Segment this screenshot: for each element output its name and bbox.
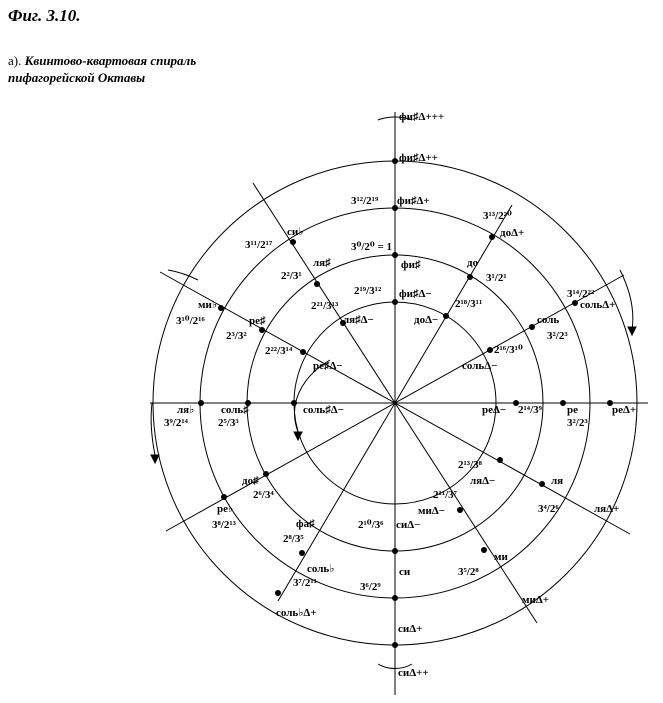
note-label-c-flat: си♭: [287, 226, 304, 238]
node: [481, 547, 487, 553]
note-label-fism: фи♯Δ−: [399, 288, 432, 300]
note-label-r8-13: 3⁸/2¹³: [212, 519, 236, 531]
node: [487, 347, 493, 353]
note-label-si-m: сиΔ−: [396, 519, 421, 531]
note-label-r11-7: 2¹¹/3⁷: [433, 489, 457, 501]
note-label-r0: 3⁰/2⁰ = 1: [351, 241, 392, 253]
note-label-r3-2b: 3²/2³: [567, 417, 588, 429]
note-label-si: си: [399, 566, 411, 578]
node: [300, 349, 306, 355]
note-label-re: ре: [567, 404, 578, 416]
caption-line-2: пифагорейской Октавы: [8, 70, 146, 85]
note-label-r6-4: 2⁶/3⁴: [253, 489, 274, 501]
note-label-sol-flat: соль♭: [307, 563, 335, 575]
spiral-right-hook: [620, 270, 633, 330]
note-label-fisp: фи♯Δ+: [397, 195, 430, 207]
note-label-r18-11: 2¹⁸/3¹¹: [455, 298, 483, 310]
note-label-r8-5: 2⁸/3⁵: [283, 533, 304, 545]
note-label-r2-3: 2²/3¹: [281, 270, 302, 282]
note-label-fa-sharp: фа♯: [296, 518, 315, 530]
note-label-re-sharp-m: ре♯Δ−: [313, 360, 343, 372]
note-label-la-flat: ля♭: [177, 404, 195, 416]
note-label-sol-flat-p: соль♭Δ+: [276, 607, 317, 619]
node: [259, 327, 265, 333]
note-label-r14-9: 2¹⁴/3⁹: [518, 404, 542, 416]
node: [218, 305, 224, 311]
note-label-re-m: реΔ−: [482, 404, 507, 416]
note-label-r5-8: 3⁵/2⁸: [458, 566, 479, 578]
note-label-fis3p: фи♯Δ+++: [399, 111, 445, 123]
note-label-re-flat: ре♭: [217, 503, 234, 515]
figure-title: Фиг. 3.10.: [8, 6, 81, 25]
note-label-r22-14: 2²²/3¹⁴: [265, 345, 293, 357]
note-label-r12-19: 3¹²/2¹⁹: [351, 195, 379, 207]
note-label-r16-10: 2¹⁶/3¹⁰: [494, 344, 523, 356]
note-label-r10-6: 2¹⁰/3⁶: [358, 519, 384, 531]
note-label-r23: 2³/3²: [226, 330, 247, 342]
note-label-sol-sharp-m: соль♯Δ−: [303, 404, 344, 416]
node: [489, 234, 495, 240]
node: [539, 481, 545, 487]
note-label-re-sharp: ре♯: [249, 315, 266, 327]
note-label-r21-13: 2²¹/3¹³: [311, 300, 339, 312]
note-label-r19-12: 2¹⁹/3¹²: [354, 285, 382, 297]
node: [560, 400, 566, 406]
note-label-r5-3: 2⁵/3³: [218, 417, 239, 429]
node: [392, 548, 398, 554]
note-label-do-sharp: до♯: [242, 475, 259, 487]
note-label-mi-p: миΔ+: [522, 594, 549, 606]
note-label-fis: фи♯: [401, 259, 421, 271]
node: [457, 507, 463, 513]
note-label-fis2p: фи♯Δ++: [399, 152, 438, 164]
note-label-r4-6: 3⁴/2⁶: [538, 503, 559, 515]
note-label-r1-2: 3¹/2¹: [486, 272, 507, 284]
node: [529, 324, 535, 330]
note-label-mi-flat: ми♭: [198, 299, 218, 311]
arrow-left: [151, 455, 159, 463]
note-label-la-m: ляΔ−: [470, 475, 496, 487]
note-label-la-sharp: ля♯: [313, 257, 331, 269]
note-label-la: ля: [551, 475, 564, 487]
node: [392, 252, 398, 258]
note-label-r13-20: 3¹³/2²⁰: [483, 210, 512, 222]
node: [497, 457, 503, 463]
node: [198, 400, 204, 406]
note-label-r13-8: 2¹³/3⁸: [458, 459, 482, 471]
node: [392, 158, 398, 164]
caption-line-1: Квинтово-квартовая спираль: [24, 53, 197, 68]
note-label-re-p: реΔ+: [612, 404, 637, 416]
note-label-la-sharp-m: ля♯Δ−: [343, 314, 374, 326]
note-label-r10-16: 3¹⁰/2¹⁶: [176, 315, 205, 327]
note-label-r7-11: 3⁷/2¹¹: [293, 577, 317, 589]
note-label-sol-m: сольΔ−: [462, 360, 498, 372]
node: [392, 595, 398, 601]
note-label-r6-9: 3⁶/2⁹: [360, 581, 381, 593]
node: [299, 550, 305, 556]
note-label-mi: ми: [494, 551, 508, 563]
node: [291, 400, 297, 406]
arrow-right: [628, 327, 636, 335]
node: [392, 642, 398, 648]
note-label-r9-14: 3⁹/2¹⁴: [164, 417, 188, 429]
note-label-do-p: доΔ+: [500, 227, 525, 239]
note-label-mi-m: миΔ−: [418, 505, 445, 517]
note-label-sol-p: сольΔ+: [580, 299, 616, 311]
node: [443, 313, 449, 319]
note-label-la-p: ляΔ+: [594, 503, 620, 515]
node: [221, 494, 227, 500]
node: [392, 299, 398, 305]
spiral-hooks: [151, 117, 636, 669]
note-label-r14-22: 3¹⁴/2²²: [567, 288, 595, 300]
note-label-do: до: [467, 257, 479, 269]
note-label-si-p: сиΔ+: [398, 623, 423, 635]
node: [290, 239, 296, 245]
node: [572, 300, 578, 306]
node: [263, 471, 269, 477]
caption-label: а).: [8, 53, 22, 68]
note-label-do-m: доΔ−: [414, 314, 439, 326]
node: [275, 590, 281, 596]
node: [314, 281, 320, 287]
note-label-sol: соль: [537, 314, 560, 326]
note-label-sol-sharp: соль♯: [221, 404, 249, 416]
note-label-r3-2: 3²/2³: [547, 330, 568, 342]
note-label-si-pp: сиΔ++: [398, 667, 429, 679]
note-label-r11-17: 3¹¹/2¹⁷: [245, 239, 273, 251]
node: [467, 274, 473, 280]
